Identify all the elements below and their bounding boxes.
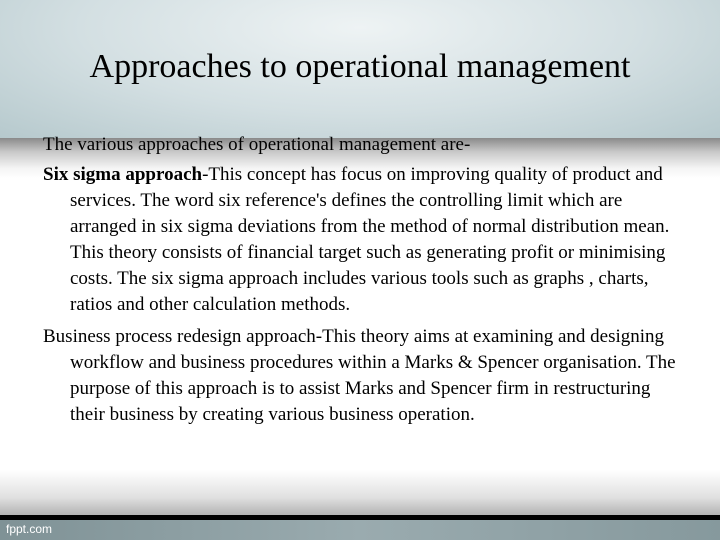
six-sigma-paragraph — [43, 162, 688, 318]
six-sigma-term: Six sigma approach — [43, 164, 203, 185]
intro-paragraph: The various approaches of operational management are- — [43, 134, 471, 155]
slide-body — [43, 132, 688, 434]
bpr-paragraph: Business process redesign approach-This theory aims at examining and designing workflow and business procedures within a Marks & Spencer organisation. The purpose of this approach is to assist Marks and Spencer firm in restructuring their business by creating various business operation. — [43, 326, 676, 425]
bottom-shade — [0, 470, 720, 516]
footer-band — [0, 520, 720, 540]
footer-watermark: fppt.com — [6, 522, 53, 536]
slide-title: Approaches to operational management — [89, 48, 631, 85]
six-sigma-text: -This concept has focus on improving quality of product and services. The word six reference's defines the controlling limit which are arranged in six sigma deviations from the method of normal distribution mean. This theory consists of financial target such as generating profit or minimising costs. The six sigma approach includes various tools such as graphs , charts, ratios and other calculation methods. — [70, 164, 670, 315]
